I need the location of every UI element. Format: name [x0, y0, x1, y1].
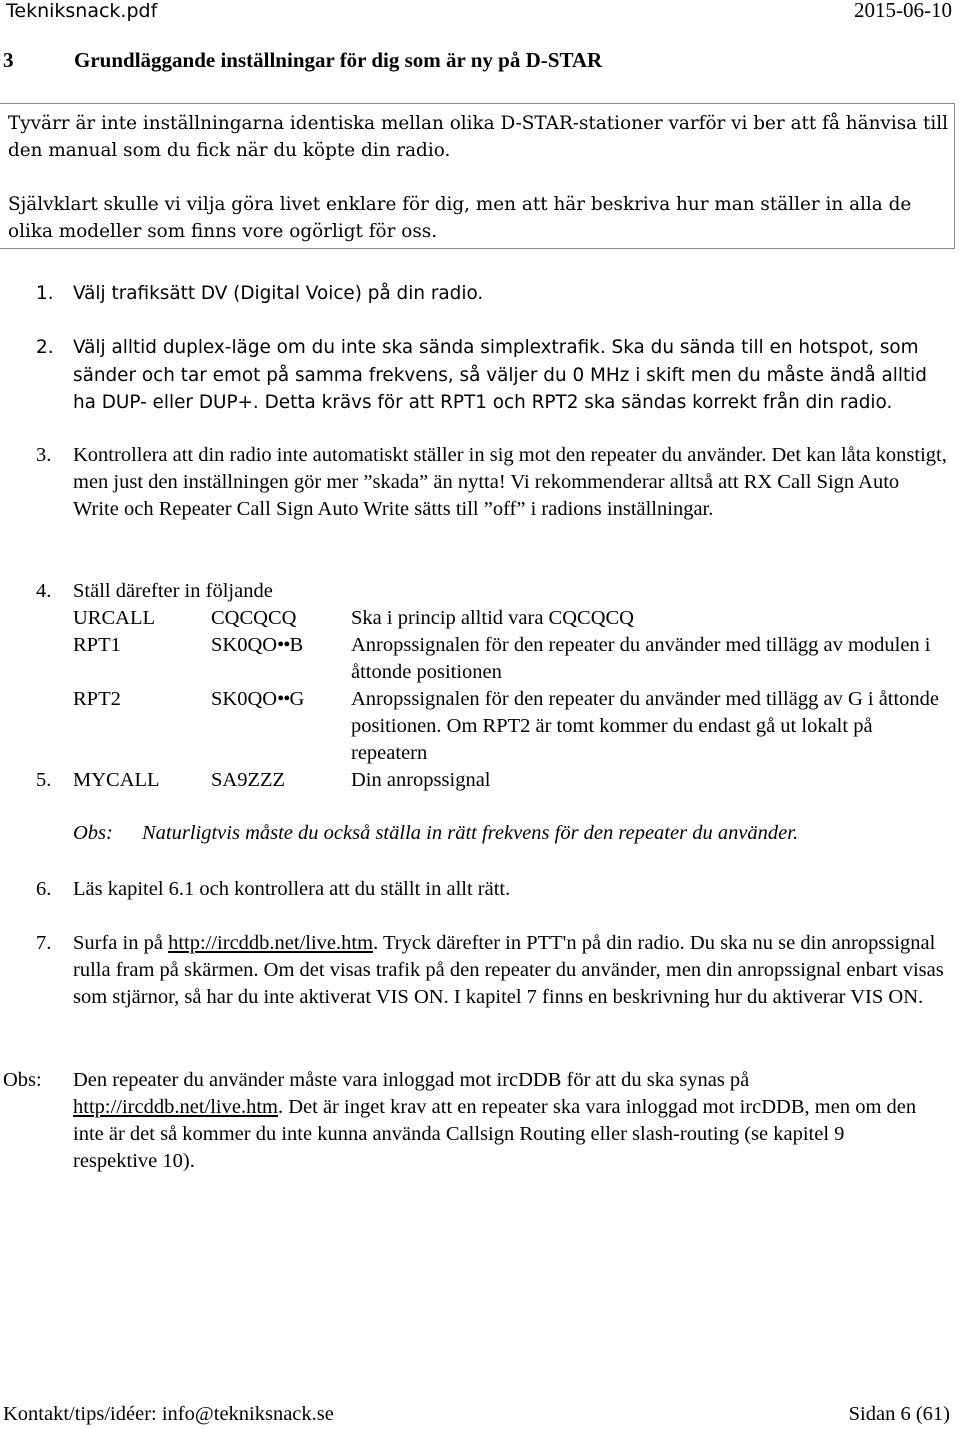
footer-contact: Kontakt/tips/idéer: info@tekniksnack.se	[3, 1403, 334, 1425]
setting-value: CQCQCQ	[211, 607, 297, 629]
section-title: Grundläggande inställningar för dig som är ny på D-STAR	[74, 48, 603, 72]
step-text	[73, 334, 948, 417]
setting-field: MYCALL	[73, 769, 160, 791]
setting-field: URCALL	[73, 607, 155, 629]
setting-value: SA9ZZZ	[211, 769, 286, 791]
document-date: 2015-06-10	[854, 0, 952, 22]
ircddb-live-link[interactable]: http://ircddb.net/live.htm	[168, 932, 374, 954]
setting-description: Anropssignalen för den repeater du använder med tillägg av modulen i åttonde positionen	[351, 634, 931, 683]
value-prefix: SK0QO	[211, 688, 278, 710]
step-text: Läs kapitel 6.1 och kontrollera att du ställt in allt rätt.	[73, 878, 511, 900]
step-number: 3.	[36, 444, 52, 466]
setting-field: RPT1	[73, 634, 121, 656]
setting-description: Anropssignalen för den repeater du använder med tillägg av G i åttonde positionen. Om RPT2 är tomt kommer du endast gå ut lokalt på repeatern	[351, 688, 940, 764]
note-text-after: . Det är inget krav att en repeater ska vara inloggad mot ircDDB, men om den inte är det så kommer du inte kunna använda Callsign Routing eller slash-routing (se kapitel 9 respektive 10).	[73, 1096, 917, 1172]
step-text: Ställ därefter in följande	[73, 580, 273, 602]
step-text-after: . Tryck därefter in PTT'n på din radio. Du ska nu se din anropssignal rulla fram på skärmen. Om det visas trafik på den repeater du använder, men din anropssignal enbart visas som stjärnor, så har du inte aktiverat VIS ON. I kapitel 7 finns en beskrivning hur du aktiverar VIS ON.	[73, 932, 944, 1008]
step-number: 5.	[36, 769, 52, 791]
note-label: Obs:	[3, 1069, 42, 1091]
step-text-before: Surfa in på	[73, 932, 169, 954]
step-text-lead: Välj alltid duplex-läge om du inte ska sända simplextrafik.	[73, 337, 606, 358]
step-text	[73, 930, 948, 1011]
setting-description: Ska i princip alltid vara CQCQCQ	[351, 607, 634, 629]
step-number: 2.	[36, 337, 54, 358]
intro-paragraph-2: Självklart skulle vi vilja göra livet enklare för dig, men att här beskriva hur man ställer in alla de olika modeller som finns vore ogörligt för oss.	[8, 194, 912, 242]
value-suffix: G	[289, 688, 305, 710]
intro-paragraph-1: Tyvärr är inte inställningarna identiska mellan olika D-STAR-stationer varför vi ber att få hänvisa till den manual som du fick när du köpte din radio.	[8, 113, 948, 161]
note-text-before: Den repeater du använder måste vara inloggad mot ircDDB för att du ska synas på	[73, 1069, 750, 1091]
step-text: Kontrollera att din radio inte automatiskt ställer in sig mot den repeater du använder. Det kan låta konstigt, men just den inställningen gör mer ”skada” än nytta! Vi rekommenderar alltså att RX Call Sign Auto Write och Repeater Call Sign Auto Write sätts till ”off” i radions inställningar.	[73, 444, 947, 520]
section-number: 3	[3, 48, 14, 72]
note-label: Obs:	[73, 822, 113, 844]
step-number: 4.	[36, 580, 52, 602]
note-text	[73, 1067, 933, 1175]
note-text: Naturligtvis måste du också ställa in rätt frekvens för den repeater du använder.	[142, 822, 799, 844]
setting-value	[211, 632, 303, 659]
intro-box	[0, 103, 955, 249]
placeholder-dots: ••	[277, 688, 290, 710]
step-text-rest: Ska du sända till en hotspot, som sänder och tar emot på samma frekvens, så väljer du 0 MHz i skift men du måste ändå alltid ha DUP- eller DUP+. Detta krävs för att RPT1 och RPT2 ska sändas korrekt från din radio.	[73, 337, 927, 413]
step-number: 6.	[36, 878, 52, 900]
setting-field: RPT2	[73, 688, 121, 710]
step-number: 1.	[36, 283, 54, 304]
document-filename: Tekniksnack.pdf	[6, 0, 158, 22]
value-suffix: B	[289, 634, 304, 656]
step-number: 7.	[36, 932, 52, 954]
setting-value	[211, 686, 304, 713]
step-text: Välj trafiksätt DV (Digital Voice) på din radio.	[73, 283, 484, 304]
placeholder-dots: ••	[277, 634, 290, 656]
setting-description: Din anropssignal	[351, 769, 491, 791]
ircddb-live-link[interactable]: http://ircddb.net/live.htm	[73, 1096, 278, 1118]
footer-page-number: Sidan 6 (61)	[848, 1403, 950, 1425]
value-prefix: SK0QO	[211, 634, 278, 656]
